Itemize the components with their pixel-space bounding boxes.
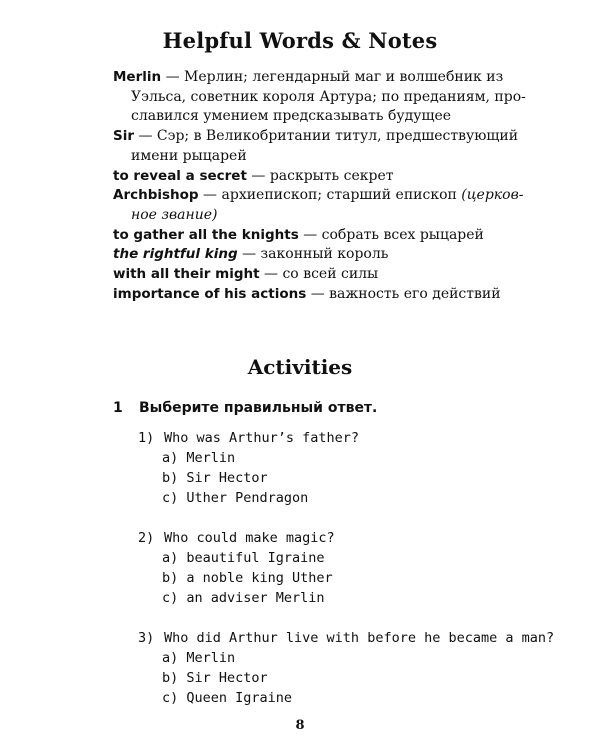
answer-option: c) Uther Pendragon: [162, 490, 309, 506]
note-term: with all their might: [113, 266, 260, 283]
task-instruction: [113, 400, 377, 416]
question-text: Who was Arthur’s father?: [164, 430, 360, 446]
note-merlin: Merlin — Мерлин; легендарный маг и волшебник из Уэльса, советник короля Артура; по преданиям, про- славился умением предсказывать будущее: [113, 69, 526, 125]
note-definition: важность его действий: [329, 285, 501, 302]
answer-option: b) Sir Hector: [162, 470, 268, 486]
note-importance-actions: importance of his actions — важность его действий: [113, 285, 501, 302]
note-rightful-king: the rightful king — законный король: [113, 246, 389, 263]
note-sir: Sir — Сэр; в Великобритании титул, предшествующий имени рыцарей: [113, 128, 519, 164]
note-definition-cont: Уэльса, советник короля Артура; по преданиям, про-: [131, 88, 526, 105]
note-definition: раскрыть секрет: [269, 167, 394, 184]
answer-option: b) a noble king Uther: [162, 570, 333, 586]
notes-list: [113, 68, 533, 304]
note-term: to gather all the knights: [113, 226, 299, 243]
note-all-their-might: with all their might — со всей силы: [113, 266, 379, 283]
note-definition-cont: славился умением предсказывать будущее: [131, 108, 452, 125]
question-text: Who did Arthur live with before he became a man?: [164, 630, 555, 646]
question-item: [138, 628, 558, 708]
task-text: Выберите правильный ответ.: [139, 400, 378, 416]
note-term: to reveal a secret: [113, 167, 247, 184]
note-term: Archbishop: [113, 187, 199, 204]
note-definition: собрать всех рыцарей: [321, 226, 484, 243]
page-title: Helpful Words & Notes: [162, 28, 438, 53]
note-remark-cont: ное звание): [131, 206, 218, 223]
note-definition: архиепископ; старший епископ: [221, 187, 457, 204]
answer-option: c) an adviser Merlin: [162, 590, 325, 606]
note-definition: Мерлин; легендарный маг и волшебник из: [184, 69, 504, 85]
page-number: 8: [295, 718, 305, 733]
note-term: the rightful king: [113, 246, 238, 263]
question-number: 3): [138, 630, 155, 646]
question-item: [138, 528, 558, 608]
answer-option: b) Sir Hector: [162, 670, 268, 686]
question-list: [138, 428, 558, 728]
note-remark: (церков-: [461, 187, 524, 204]
note-definition: законный король: [260, 246, 389, 263]
answer-option: a) beautiful Igraine: [162, 550, 325, 566]
note-gather-knights: to gather all the knights — собрать всех рыцарей: [113, 226, 484, 243]
task-number: 1: [113, 400, 123, 416]
activities-title: Activities: [247, 355, 353, 379]
answer-option: c) Queen Igraine: [162, 690, 293, 706]
note-term: Sir: [113, 128, 135, 145]
answer-option: a) Merlin: [162, 650, 236, 666]
note-reveal-secret: to reveal a secret — раскрыть секрет: [113, 167, 394, 184]
question-item: [138, 428, 558, 508]
note-archbishop: Archbishop — архиепископ; старший епископ (церков- ное звание): [113, 187, 524, 223]
note-definition-cont: имени рыцарей: [131, 147, 247, 164]
note-term: Merlin: [113, 69, 162, 85]
answer-option: a) Merlin: [162, 450, 236, 466]
note-definition: Сэр; в Великобритании титул, предшествующий: [156, 128, 519, 145]
note-definition: со всей силы: [282, 266, 379, 283]
question-text: Who could make magic?: [164, 530, 335, 546]
note-term: importance of his actions: [113, 285, 307, 302]
question-number: 1): [138, 430, 155, 446]
question-number: 2): [138, 530, 155, 546]
